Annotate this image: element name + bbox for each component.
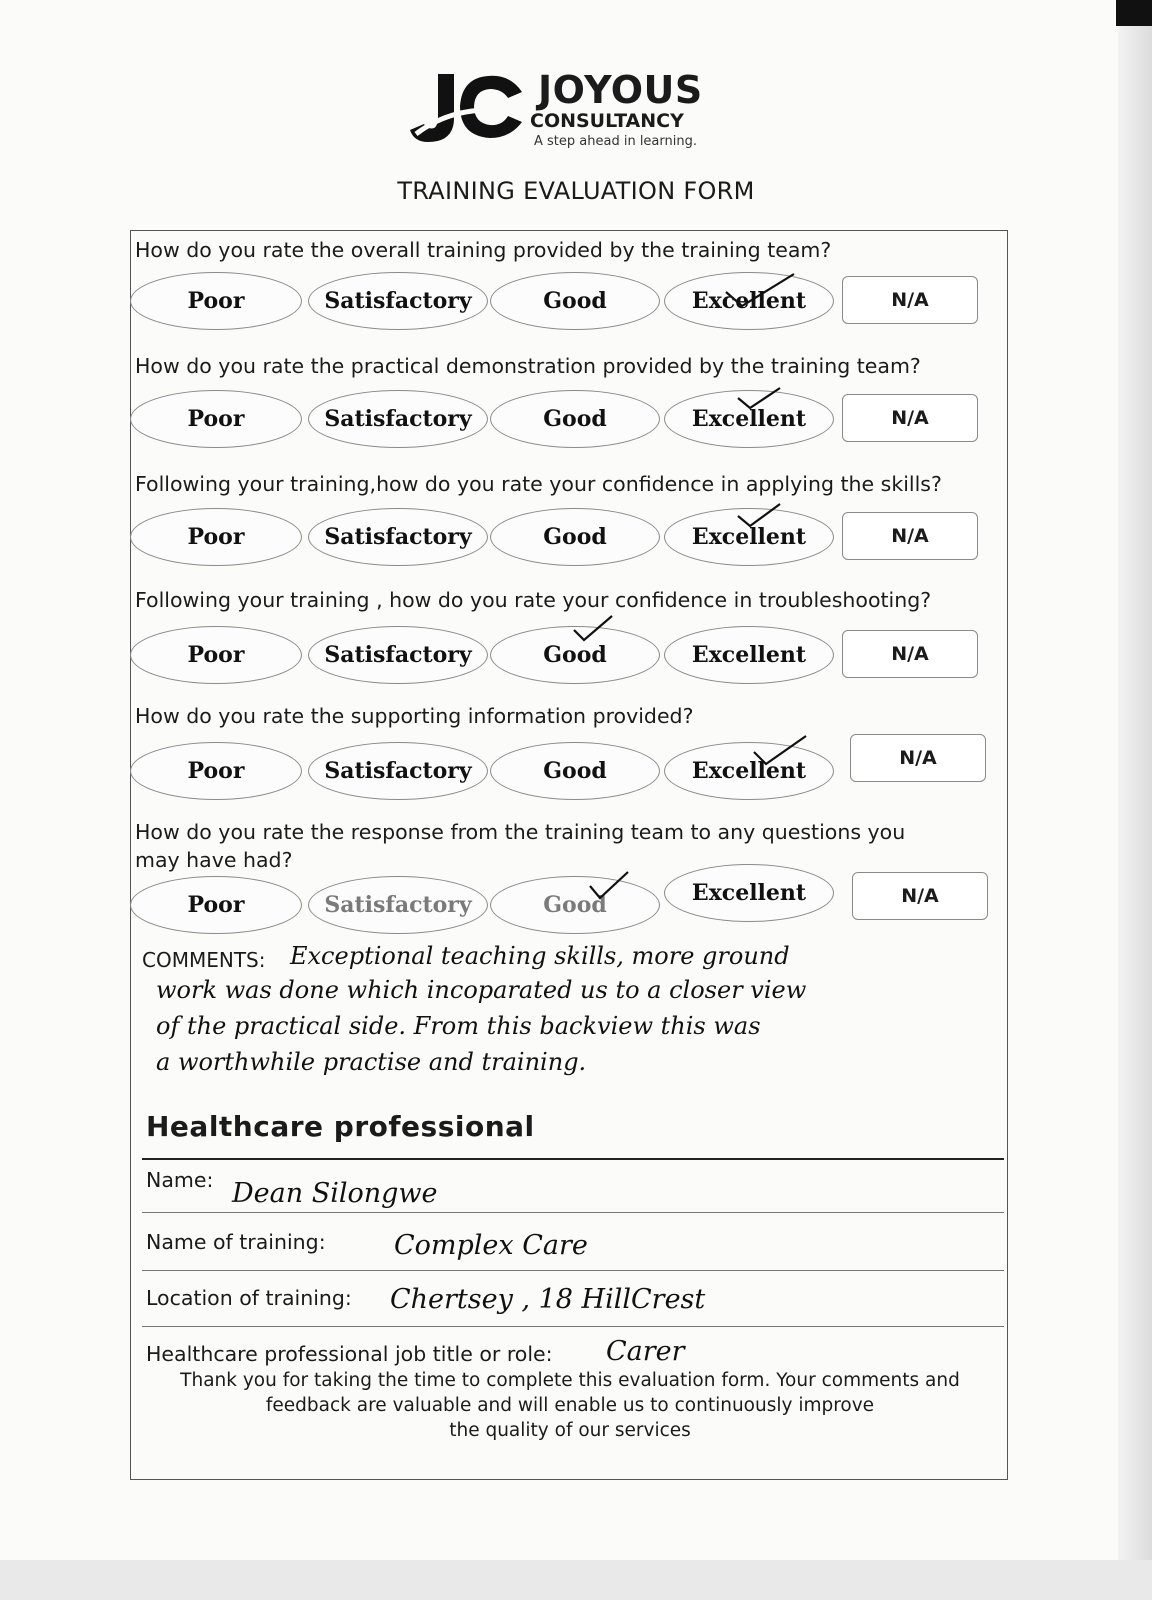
option-satisfactory[interactable]: Satisfactory — [308, 742, 488, 800]
option-good[interactable]: Good — [490, 742, 660, 800]
form-title: TRAINING EVALUATION FORM — [397, 177, 755, 205]
comment-line: of the practical side. From this backview this was — [156, 1012, 761, 1040]
page-edge-shadow — [1118, 0, 1152, 1600]
option-na[interactable]: N/A — [842, 512, 978, 560]
jc-logo-mark-icon — [410, 70, 530, 150]
option-excellent[interactable]: Excellent — [664, 272, 834, 330]
option-poor[interactable]: Poor — [130, 626, 302, 684]
brand-subtitle: CONSULTANCY — [530, 110, 684, 132]
option-na[interactable]: N/A — [850, 734, 986, 782]
option-poor[interactable]: Poor — [130, 272, 302, 330]
option-satisfactory[interactable]: Satisfactory — [308, 272, 488, 330]
divider — [142, 1212, 1004, 1213]
option-na[interactable]: N/A — [842, 630, 978, 678]
option-satisfactory[interactable]: Satisfactory — [308, 390, 488, 448]
rating-row — [130, 742, 1000, 804]
brand-tagline: A step ahead in learning. — [534, 134, 697, 149]
divider — [142, 1270, 1004, 1271]
option-poor[interactable]: Poor — [130, 876, 302, 934]
question-text: Following your training,how do you rate your confidence in applying the skills? — [135, 472, 942, 496]
option-na[interactable]: N/A — [842, 276, 978, 324]
comment-line: a worthwhile practise and training. — [156, 1048, 587, 1076]
option-na[interactable]: N/A — [852, 872, 988, 920]
training-name-label: Name of training: — [146, 1230, 326, 1254]
rating-row — [130, 390, 1000, 452]
option-excellent[interactable]: Excellent — [664, 390, 834, 448]
option-good[interactable]: Good — [490, 876, 660, 934]
company-logo — [410, 68, 710, 158]
role-label: Healthcare professional job title or role: — [146, 1342, 553, 1366]
option-satisfactory[interactable]: Satisfactory — [308, 626, 488, 684]
question-text: How do you rate the response from the training team to any questions you may have had? — [135, 820, 906, 872]
question-text: Following your training , how do you rate your confidence in troubleshooting? — [135, 588, 932, 612]
option-excellent[interactable]: Excellent — [664, 508, 834, 566]
question-text: How do you rate the practical demonstration provided by the training team? — [135, 354, 921, 378]
option-poor[interactable]: Poor — [130, 390, 302, 448]
location-label: Location of training: — [146, 1286, 352, 1310]
option-good[interactable]: Good — [490, 508, 660, 566]
option-excellent[interactable]: Excellent — [664, 742, 834, 800]
rating-row — [130, 272, 1000, 334]
comment-line: Exceptional teaching skills, more ground — [290, 942, 790, 970]
option-excellent[interactable]: Excellent — [664, 864, 834, 922]
rating-row — [130, 626, 1000, 688]
divider — [142, 1158, 1004, 1160]
option-poor[interactable]: Poor — [130, 508, 302, 566]
rating-row — [130, 876, 1000, 938]
role-value: Carer — [606, 1336, 685, 1367]
brand-name: JOYOUS — [538, 68, 703, 112]
comment-line: work was done which incoparated us to a closer view — [156, 976, 807, 1004]
option-good[interactable]: Good — [490, 272, 660, 330]
scan-bottom-strip — [0, 1560, 1152, 1600]
comments-section — [142, 940, 982, 1090]
thank-you-note — [150, 1368, 990, 1443]
question-text: How do you rate the overall training provided by the training team? — [135, 238, 832, 262]
option-satisfactory[interactable]: Satisfactory — [308, 508, 488, 566]
option-good[interactable]: Good — [490, 626, 660, 684]
name-label: Name: — [146, 1168, 214, 1192]
thank-you-line: Thank you for taking the time to complete this evaluation form. Your comments and — [180, 1370, 960, 1391]
location-value: Chertsey , 18 HillCrest — [390, 1284, 706, 1315]
option-poor[interactable]: Poor — [130, 742, 302, 800]
thank-you-line: feedback are valuable and will enable us to continuously improve — [265, 1395, 875, 1416]
training-name-value: Complex Care — [394, 1230, 588, 1261]
option-satisfactory[interactable]: Satisfactory — [308, 876, 488, 934]
option-excellent[interactable]: Excellent — [664, 626, 834, 684]
thank-you-line: the quality of our services — [449, 1420, 691, 1441]
rating-row — [130, 508, 1000, 570]
option-na[interactable]: N/A — [842, 394, 978, 442]
name-value: Dean Silongwe — [232, 1178, 438, 1209]
section-title: Healthcare professional — [146, 1110, 535, 1143]
question-text: How do you rate the supporting information provided? — [135, 704, 694, 728]
option-good[interactable]: Good — [490, 390, 660, 448]
comments-label: COMMENTS: — [142, 948, 266, 972]
divider — [142, 1326, 1004, 1327]
scan-corner-mark — [1116, 0, 1152, 26]
